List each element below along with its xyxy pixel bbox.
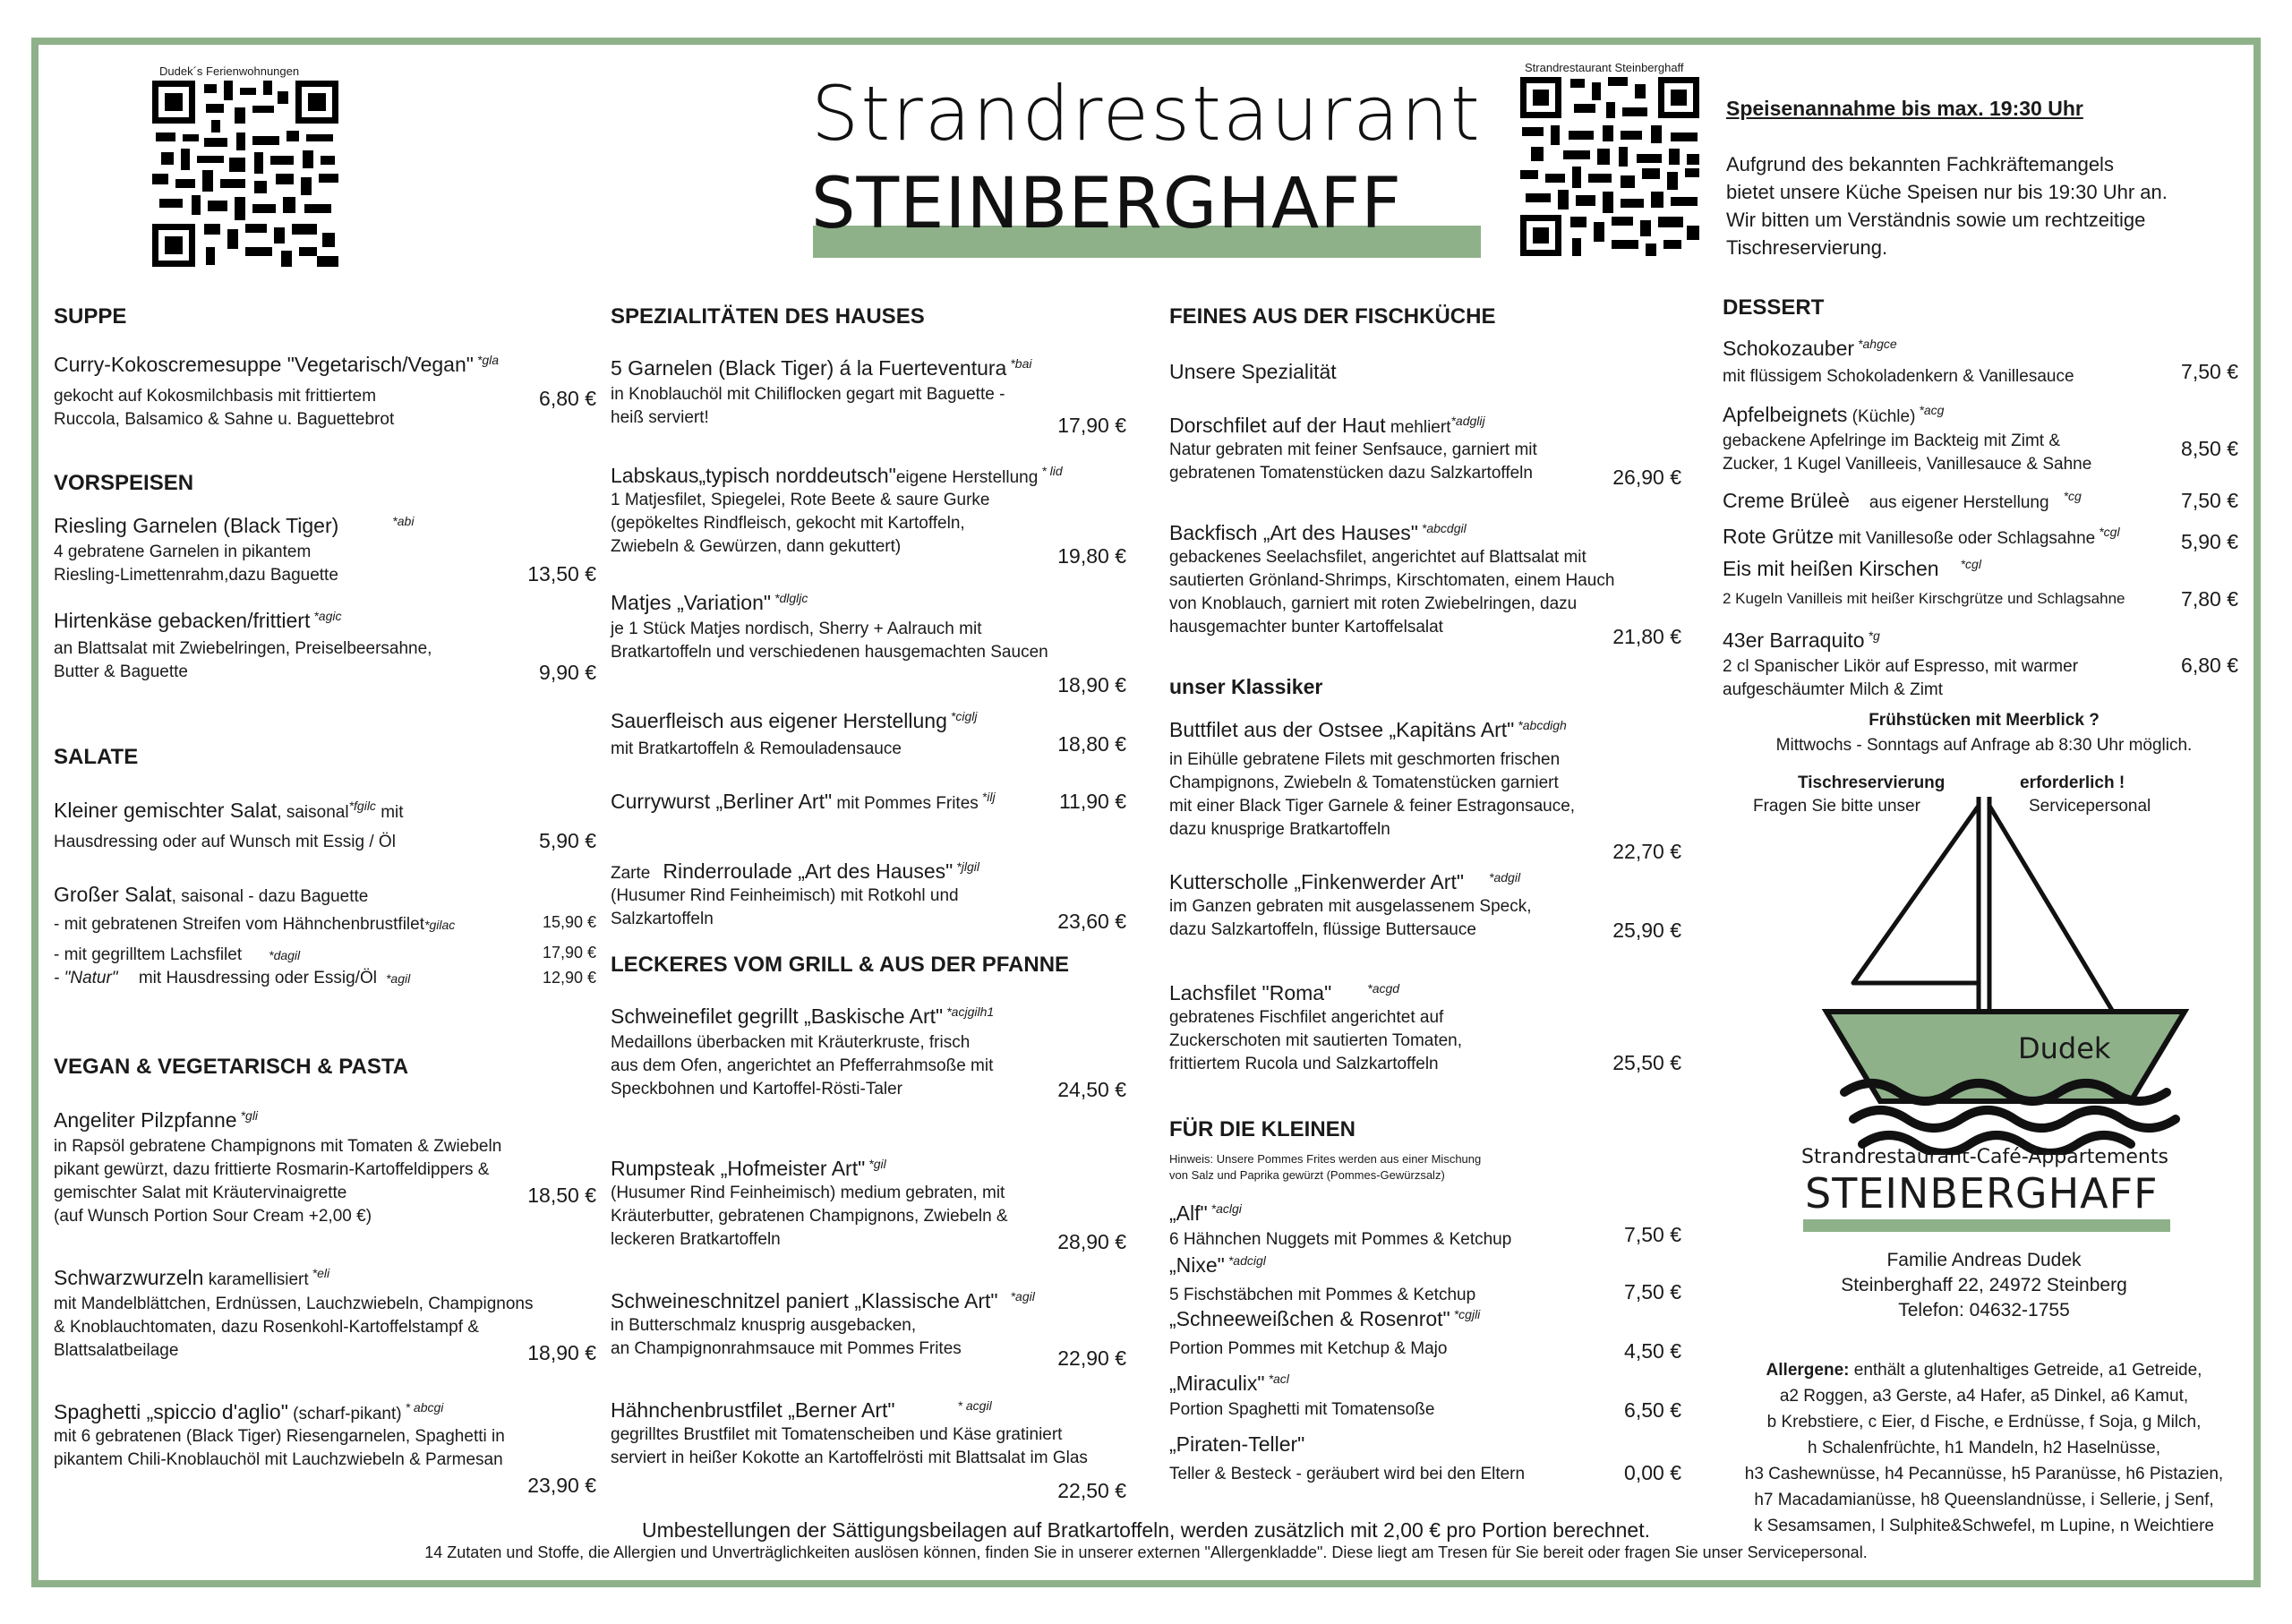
breakfast-heading: Frühstücken mit Meerblick ? [1869,711,2100,730]
menu-item-name: Riesling Garnelen (Black Tiger) $^{*abi}$ [54,514,415,537]
menu-item-price: 13,50 € [527,562,596,585]
menu-item-name: Hirtenkäse gebacken/frittiert $^{*agic}$ [54,609,342,632]
menu-item-description: mit flüssigem Schokoladenkern & Vanillesauce [1723,367,2074,386]
menu-item-name: Lachsfilet "Roma" $^{*acgd}$ [1169,981,1400,1004]
menu-item-description: 1 Matjesfilet, Spiegelei, Rote Beete & saure Gurke (gepökeltes Rindfleisch, gekocht mit Kartoffeln, Zwiebeln & Gewürzen, dann gekuttert) [611,491,990,556]
menu-item-price: 22,70 € [1612,840,1681,863]
menu-item-price: 15,90 € [542,913,596,931]
menu-item-description: gebackenes Seelachsfilet, angerichtet auf Blattsalat mit sautierten Grönland-Shrimps, Kirschtomaten, einem Hauch von Knoblauch, garniert mit roten Zwiebelringen, dazu hausgemachter bunter Kartoffelsalat [1169,548,1615,637]
menu-item-description: (Husumer Rind Feinheimisch) medium gebraten, mit Kräuterbutter, gebratenen Champignons, Zwiebeln & leckeren Bratkartoffeln [611,1184,1008,1249]
menu-item-price: 18,50 € [527,1184,596,1207]
section-heading-suppe: SUPPE [54,304,127,329]
menu-item-price: 24,50 € [1057,1078,1126,1101]
menu-item-price: 26,90 € [1612,466,1681,489]
menu-item-name: Creme Brüleè aus eigener Herstellung $^{*cg}$ [1723,489,2082,512]
menu-item-price: 21,80 € [1612,625,1681,648]
menu-item-price: 23,90 € [527,1474,596,1497]
menu-item-name: „Miraculix" $^{*acl}$ [1169,1372,1289,1395]
menu-item-price: 7,50 € [2181,360,2238,383]
menu-item-description: in Butterschmalz knusprig ausgebacken, an Champignonrahmsauce mit Pommes Frites [611,1316,962,1358]
allergen-legend: Allergene: enthält a glutenhaltiges Getreide, a1 Getreide, a2 Roggen, a3 Gerste, a4 Hafer, a5 Dinkel, a6 Kamut, b Krebstiere, c Eier, d Fische, e Erdnüsse, f Soja, g Milch, h Schalenfrüchte, h1 Mandeln, h2 Haselnüsse, h3 Cashewnüsse, h4 Pecannüsse, h5 Paranüsse, h6 Pistazien, h7 Macadamianüsse, h8 Queenslandnüsse, i Sellerie, j Senf, k Sesamsamen, l Sulphite&Schwefel, m Lupine, n Weichtiere [1744,1361,2224,1535]
menu-item-price: 25,50 € [1612,1051,1681,1074]
menu-item-description: gebratenes Fischfilet angerichtet auf Zuckerschoten mit sautierten Tomaten, frittiertem Rucola und Salzkartoffeln [1169,1008,1463,1073]
logo-subtitle: Strandrestaurant-Café-Appartements [1801,1146,2168,1168]
qr-right-label: Strandrestaurant Steinberghaff [1525,61,1684,74]
menu-item-description: 6 Hähnchen Nuggets mit Pommes & Ketchup [1169,1230,1512,1249]
menu-item-name: Labskaus„typisch norddeutsch"eigene Herstellung $^{* lid}$ [611,464,1063,487]
footer-line-2: 14 Zutaten und Stoffe, die Allergien und Unverträglichkeiten auslösen können, finden Sie in unserer externen "Allergenkladde". Diese liegt am Tresen für Sie bereit oder fragen Sie unser Servicepersonal. [424,1543,1868,1561]
section-subheading-klassiker: unser Klassiker [1169,675,1323,698]
menu-item-name: Spaghetti „spiccio d'aglio" (scharf-pikant) $^{* abcgi}$ [54,1400,444,1423]
boat-name: Dudek [2018,1031,2111,1065]
menu-item-option: - mit gegrilltem Lachsfilet *dagil [54,945,301,964]
section-heading-vorspeisen: VORSPEISEN [54,471,194,495]
menu-item-name: „Alf" $^{*aclgi}$ [1169,1201,1242,1225]
menu-item-description: im Ganzen gebraten mit ausgelassenem Speck, dazu Salzkartoffeln, flüssige Buttersauce [1169,897,1532,939]
address: Familie Andreas Dudek Steinberghaff 22, 24972 Steinberg Telefon: 04632-1755 [1841,1250,2127,1321]
menu-item-price: 6,80 € [2181,654,2238,677]
menu-item-price: 7,50 € [2181,489,2238,512]
menu-item-description: je 1 Stück Matjes nordisch, Sherry + Aalrauch mit Bratkartoffeln und verschiedenen hausgemachten Saucen [611,620,1048,662]
menu-item-option: - "Natur" mit Hausdressing oder Essig/Öl *agil [54,969,411,987]
menu-item-price: 8,50 € [2181,437,2238,460]
menu-item-name: Backfisch „Art des Hauses" $^{*abcdgil}$ [1169,521,1467,544]
menu-item-price: 11,90 € [1058,790,1126,813]
menu-item-name: Angeliter Pilzpfanne $^{*gli}$ [54,1108,259,1132]
menu-item-name: Buttfilet aus der Ostsee „Kapitäns Art" $^{*abcdigh}$ [1169,718,1567,741]
section-heading-vegan: VEGAN & VEGETARISCH & PASTA [54,1055,409,1079]
menu-item-description: in Rapsöl gebratene Champignons mit Tomaten & Zwiebeln pikant gewürzt, dazu frittierte Rosmarin-Kartoffeldippers & gemischter Salat mit Kräutervinaigrette (auf Wunsch Portion Sour Cream +2,00 €) [54,1137,502,1226]
menu-item-name: „Nixe" $^{*adcigl}$ [1169,1253,1266,1277]
menu-item-description: 4 gebratene Garnelen in pikantem Riesling-Limettenrahm,dazu Baguette [54,543,338,585]
menu-item-description: gekocht auf Kokosmilchbasis mit frittiertem Ruccola, Balsamico & Sahne u. Baguettebrot [54,387,395,429]
section-heading-dessert: DESSERT [1723,295,1825,320]
menu-item-name: Kleiner gemischter Salat, saisonal$^{*fgilc}$ mit [54,799,404,822]
menu-item-price: 17,90 € [1057,414,1126,437]
kitchen-notice [1726,97,2245,259]
menu-item-description: gegrilltes Brustfilet mit Tomatenscheiben und Käse gratiniert serviert in heißer Kokotte an Kartoffelrösti mit Blattsalat im Glas [611,1425,1088,1467]
reservation-text-right: Servicepersonal [2029,797,2151,816]
section-heading-grill: LECKERES VOM GRILL & AUS DER PFANNE [611,953,1070,977]
menu-item-description: Portion Pommes mit Ketchup & Majo [1169,1339,1448,1358]
menu-item-price: 5,90 € [539,829,596,852]
qr-left-label: Dudek´s Ferienwohnungen [159,64,300,78]
menu-item-description: 5 Fischstäbchen mit Pommes & Ketchup [1169,1286,1476,1304]
menu-item-name: 43er Barraquito $^{*g}$ [1723,628,1880,652]
menu-item-option: - mit gebratenen Streifen vom Hähnchenbrustfilet*gilac [54,915,456,934]
menu-item-name: Eis mit heißen Kirschen $^{*cgl}$ [1723,557,1981,580]
menu-item-description: in Eihülle gebratene Filets mit geschmorten frischen Champignons, Zwiebeln & Tomatenstücken garniert mit einer Black Tiger Garnele & feiner Estragonsauce, dazu knusprige Bratkartoffeln [1169,750,1576,839]
menu-item-price: 5,90 € [2181,530,2238,553]
breakfast-text: Mittwochs - Sonntags auf Anfrage ab 8:30 Uhr möglich. [1775,736,2193,755]
menu-item-description: (Husumer Rind Feinheimisch) mit Rotkohl und Salzkartoffeln [611,886,959,928]
menu-item-price: 25,90 € [1612,919,1681,942]
menu-item-description: 2 cl Spanischer Likör auf Espresso, mit warmer aufgeschäumter Milch & Zimt [1723,657,2079,699]
menu-item-price: 17,90 € [542,944,596,962]
menu-item-price: 28,90 € [1057,1230,1126,1253]
menu-item-name: Schokozauber $^{*ahgce}$ [1723,337,1897,360]
qr-code-right[interactable] [1520,77,1699,256]
section-heading-kleine: FÜR DIE KLEINEN [1169,1117,1356,1141]
menu-item-description: mit 6 gebratenen (Black Tiger) Riesengarnelen, Spaghetti in pikantem Chili-Knoblauchöl mit Lauchzwiebeln & Parmesan [54,1427,505,1469]
menu-item-price: 22,50 € [1057,1479,1126,1502]
menu-item-description: 2 Kugeln Vanilleis mit heißer Kirschgrütze und Schlagsahne [1723,590,2125,607]
menu-item-name: Matjes „Variation" $^{*dlgljc}$ [611,591,808,614]
menu-item-description: mit Mandelblättchen, Erdnüssen, Lauchzwiebeln, Champignons & Knoblauchtomaten, dazu Rosenkohl-Kartoffelstampf & Blattsalatbeilage [54,1295,534,1360]
menu-item-price: 18,80 € [1057,732,1126,756]
menu-item-price: 19,80 € [1057,544,1126,568]
menu-item-price: 18,90 € [527,1341,596,1364]
reservation-text-left: Fragen Sie bitte unser [1753,797,1920,816]
menu-item-name: Currywurst „Berliner Art" mit Pommes Frites $^{*ilj}$ [611,790,996,813]
menu-item-description: Portion Spaghetti mit Tomatensoße [1169,1400,1435,1419]
section-subheading: Unsere Spezialität [1169,360,1337,383]
menu-item-price: 6,50 € [1624,1398,1681,1422]
menu-item-name: Zarte Rinderroulade „Art des Hauses" $^{*jlgil}$ [611,859,979,883]
menu-item-description: gebackene Apfelringe im Backteig mit Zimt & Zucker, 1 Kugel Vanilleeis, Vanillesauce & Sahne [1723,432,2092,474]
menu-item-name: „Schneeweißchen & Rosenrot" $^{*cgjli}$ [1169,1307,1481,1330]
menu-item-name: Hähnchenbrustfilet „Berner Art" $^{* acgil}$ [611,1398,992,1422]
restaurant-title-line1: Strandrestaurant [811,70,1482,158]
menu-item-description: Hausdressing oder auf Wunsch mit Essig / Öl [54,833,396,851]
menu-item-price: 7,50 € [1624,1223,1681,1246]
menu-item-name: Schwarzwurzeln karamellisiert $^{*eli}$ [54,1266,330,1289]
notice-heading: Speisenannahme bis max. 19:30 Uhr [1726,97,2083,120]
menu-item-name: Dorschfilet auf der Haut mehliert$^{*adglij}$ [1169,414,1485,437]
kids-hint: Hinweis: Unsere Pommes Frites werden aus einer Mischung von Salz und Paprika gewürzt (Pommes-Gewürzsalz) [1169,1152,1482,1182]
logo-underline-bar [1803,1219,2170,1232]
menu-item-price: 9,90 € [539,661,596,684]
menu-item-description: an Blattsalat mit Zwiebelringen, Preiselbeersahne, Butter & Baguette [54,639,432,681]
sailboat-logo [1791,788,2202,1155]
section-heading-fisch: FEINES AUS DER FISCHKÜCHE [1169,304,1496,329]
menu-item-description: Medaillons überbacken mit Kräuterkruste, frisch aus dem Ofen, angerichtet an Pfefferrahmsoße mit Speckbohnen und Kartoffel-Rösti-Taler [611,1033,994,1098]
menu-item-price: 0,00 € [1624,1461,1681,1484]
menu-item-name: Großer Salat, saisonal - dazu Baguette [54,883,369,906]
menu-item-name: Rumpsteak „Hofmeister Art" $^{*gil}$ [611,1157,886,1180]
menu-item-description: in Knoblauchöl mit Chiliflocken gegart mit Baguette - heiß serviert! [611,385,1005,427]
menu-item-name: Kutterscholle „Finkenwerder Art" $^{*adgil}$ [1169,870,1521,893]
menu-item-name: Sauerfleisch aus eigener Herstellung $^{*ciglj}$ [611,709,978,732]
menu-item-price: 12,90 € [542,969,596,987]
logo-title: STEINBERGHAFF [1805,1169,2159,1218]
menu-item-price: 7,50 € [1624,1280,1681,1303]
menu-item-name: „Piraten-Teller" [1169,1432,1305,1456]
menu-item-name: Schweinefilet gegrillt „Baskische Art" $^{*acjgilh1}$ [611,1004,995,1028]
notice-text: Aufgrund des bekannten Fachkräftemangels bietet unsere Küche Speisen nur bis 19:30 Uhr an. Wir bitten um Verständnis sowie um rechtzeitige Tischreservierung. [1726,153,2168,259]
menu-item-price: 7,80 € [2181,587,2238,611]
restaurant-title-line2: STEINBERGHAFF [811,164,1402,244]
menu-item-price: 22,90 € [1057,1346,1126,1370]
menu-item-price: 4,50 € [1624,1339,1681,1363]
menu-item-name: Rote Grütze mit Vanillesoße oder Schlagsahne $^{*cgl}$ [1723,525,2120,548]
menu-item-price: 23,60 € [1057,910,1126,933]
menu-item-description: Natur gebraten mit feiner Senfsauce, garniert mit gebratenen Tomatenstücken dazu Salzkartoffeln [1169,440,1537,483]
menu-item-price: 18,90 € [1057,673,1126,697]
menu-item-name: Apfelbeignets (Küchle) $^{*acg}$ [1723,403,1945,426]
reservation-heading-left: Tischreservierung [1798,774,1946,792]
footer-line-1: Umbestellungen der Sättigungsbeilagen auf Bratkartoffeln, werden zusätzlich mit 2,00 € pro Portion berechnet. [642,1518,1650,1542]
menu-item-description: Teller & Besteck - geräubert wird bei den Eltern [1169,1465,1526,1483]
menu-item-description: mit Bratkartoffeln & Remouladensauce [611,739,902,758]
menu-item-name: 5 Garnelen (Black Tiger) á la Fuerteventura $^{*bai}$ [611,356,1032,380]
reservation-heading-right: erforderlich ! [2020,774,2125,792]
section-heading-spezialitaeten: SPEZIALITÄTEN DES HAUSES [611,304,925,329]
section-heading-salate: SALATE [54,745,139,769]
menu-item-name: Curry-Kokoscremesuppe "Vegetarisch/Vegan" $^{*gla}$ [54,353,500,376]
menu-item-name: Schweineschnitzel paniert „Klassische Art" $^{*agil}$ [611,1289,1035,1312]
menu-item-price: 6,80 € [539,387,596,410]
qr-code-left[interactable] [152,81,338,267]
